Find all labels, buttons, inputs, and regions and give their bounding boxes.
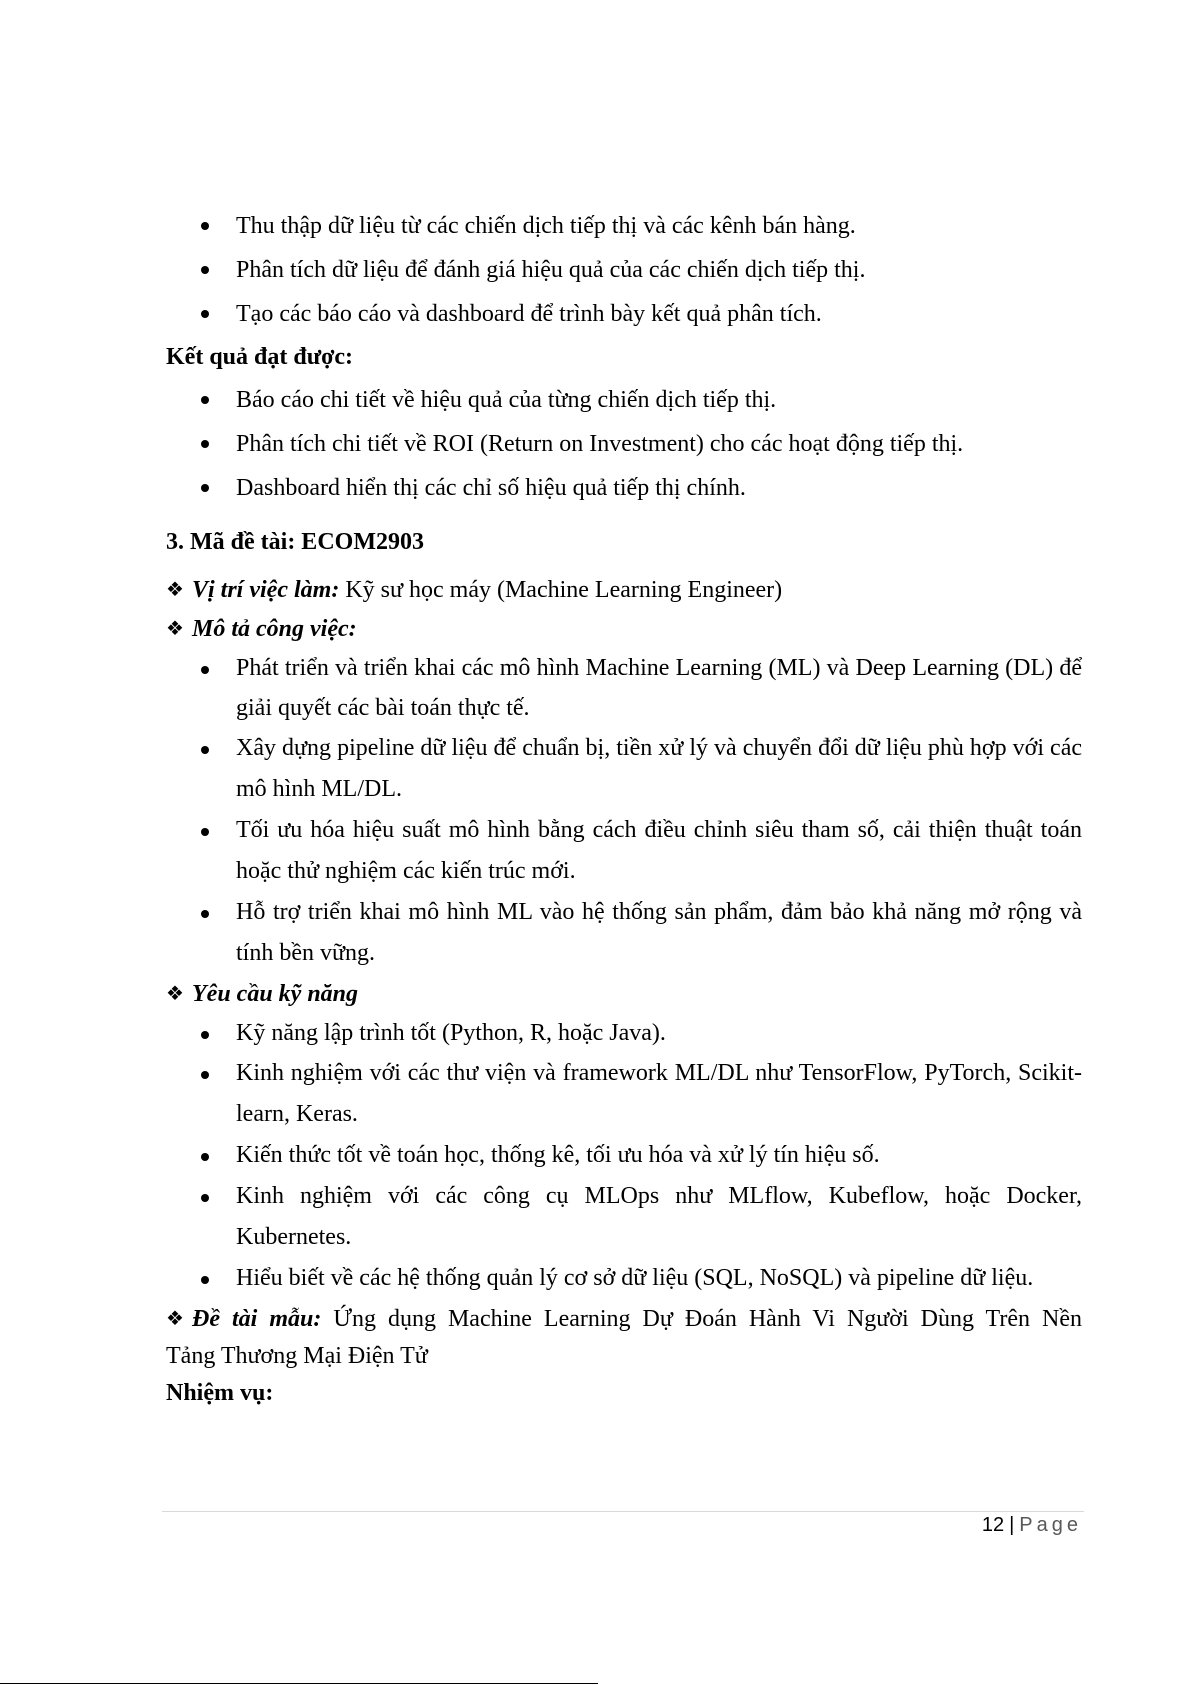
topic-label: Đề tài mẫu: bbox=[192, 1306, 322, 1332]
bullet-icon bbox=[201, 222, 209, 230]
bullet-icon bbox=[201, 910, 209, 918]
task-list bbox=[166, 204, 1082, 336]
bullet-icon bbox=[201, 1153, 209, 1161]
list-item: Phát triển và triển khai các mô hình Machine Learning (ML) và Deep Learning (DL) để giải quyết các bài toán thực tế. bbox=[166, 648, 1082, 728]
diamond-bullet-icon: ❖ bbox=[166, 577, 184, 601]
results-heading: Kết quả đạt được: bbox=[166, 344, 354, 370]
topic-line bbox=[166, 1299, 1082, 1338]
diamond-bullet-icon: ❖ bbox=[166, 981, 184, 1005]
bullet-icon bbox=[201, 484, 209, 492]
position-line bbox=[166, 570, 1082, 609]
bullet-icon bbox=[201, 666, 209, 674]
list-item: Phân tích chi tiết về ROI (Return on Investment) cho các hoạt động tiếp thị. bbox=[166, 422, 1082, 466]
list-item: Tối ưu hóa hiệu suất mô hình bằng cách điều chỉnh siêu tham số, cải thiện thuật toán hoặc thử nghiệm các kiến trúc mới. bbox=[166, 810, 1082, 892]
page-footer bbox=[982, 1512, 1082, 1538]
bottom-divider bbox=[0, 1683, 598, 1684]
bullet-icon bbox=[201, 396, 209, 404]
bullet-icon bbox=[201, 310, 209, 318]
footer-separator: | bbox=[1009, 1514, 1015, 1536]
page-content bbox=[166, 204, 1082, 1412]
skills-heading bbox=[166, 974, 1082, 1013]
bullet-icon bbox=[201, 746, 209, 754]
position-label: Vị trí việc làm: bbox=[192, 577, 340, 603]
results-list bbox=[166, 378, 1082, 510]
skills-label: Yêu cầu kỹ năng bbox=[192, 981, 359, 1007]
description-heading bbox=[166, 609, 1082, 648]
list-item: Báo cáo chi tiết về hiệu quả của từng chiến dịch tiếp thị. bbox=[166, 378, 1082, 422]
topic-value-line1: Ứng dụng Machine Learning Dự Đoán Hành Vi Người Dùng Trên Nền bbox=[321, 1306, 1083, 1332]
footer-divider bbox=[162, 1511, 1084, 1512]
topic-value-line2: Tảng Thương Mại Điện Tử bbox=[166, 1343, 428, 1369]
bullet-icon bbox=[201, 1031, 209, 1039]
bullet-icon bbox=[201, 1276, 209, 1284]
list-item: Phân tích dữ liệu để đánh giá hiệu quả của các chiến dịch tiếp thị. bbox=[166, 248, 1082, 292]
skills-list bbox=[166, 1013, 1082, 1299]
diamond-bullet-icon: ❖ bbox=[166, 616, 184, 640]
list-item: Xây dựng pipeline dữ liệu để chuẩn bị, tiền xử lý và chuyển đổi dữ liệu phù hợp với các mô hình ML/DL. bbox=[166, 728, 1082, 810]
list-item: Kinh nghiệm với các công cụ MLOps như MLflow, Kubeflow, hoặc Docker, Kubernetes. bbox=[166, 1176, 1082, 1258]
diamond-bullet-icon: ❖ bbox=[166, 1306, 184, 1330]
description-list bbox=[166, 648, 1082, 974]
bullet-icon bbox=[201, 266, 209, 274]
description-label: Mô tả công việc: bbox=[192, 616, 357, 642]
position-value: Kỹ sư học máy (Machine Learning Engineer) bbox=[339, 577, 783, 603]
list-item: Kinh nghiệm với các thư viện và framework ML/DL như TensorFlow, PyTorch, Scikit-learn, Keras. bbox=[166, 1053, 1082, 1135]
list-item: Thu thập dữ liệu từ các chiến dịch tiếp thị và các kênh bán hàng. bbox=[166, 204, 1082, 248]
bullet-icon bbox=[201, 828, 209, 836]
page-word: Page bbox=[1019, 1514, 1082, 1536]
list-item: Kiến thức tốt về toán học, thống kê, tối ưu hóa và xử lý tín hiệu số. bbox=[166, 1135, 1082, 1176]
tasks-heading: Nhiệm vụ: bbox=[166, 1380, 274, 1406]
page-number: 12 bbox=[981, 1514, 1005, 1536]
list-item: Kỹ năng lập trình tốt (Python, R, hoặc Java). bbox=[166, 1013, 1082, 1053]
list-item: Hỗ trợ triển khai mô hình ML vào hệ thống sản phẩm, đảm bảo khả năng mở rộng và tính bền vững. bbox=[166, 892, 1082, 974]
list-item: Tạo các báo cáo và dashboard để trình bày kết quả phân tích. bbox=[166, 292, 1082, 336]
bullet-icon bbox=[201, 1071, 209, 1079]
bullet-icon bbox=[201, 1194, 209, 1202]
list-item: Hiểu biết về các hệ thống quản lý cơ sở dữ liệu (SQL, NoSQL) và pipeline dữ liệu. bbox=[166, 1258, 1082, 1299]
bullet-icon bbox=[201, 440, 209, 448]
section-title: 3. Mã đề tài: ECOM2903 bbox=[166, 529, 424, 555]
list-item: Dashboard hiển thị các chỉ số hiệu quả tiếp thị chính. bbox=[166, 466, 1082, 510]
